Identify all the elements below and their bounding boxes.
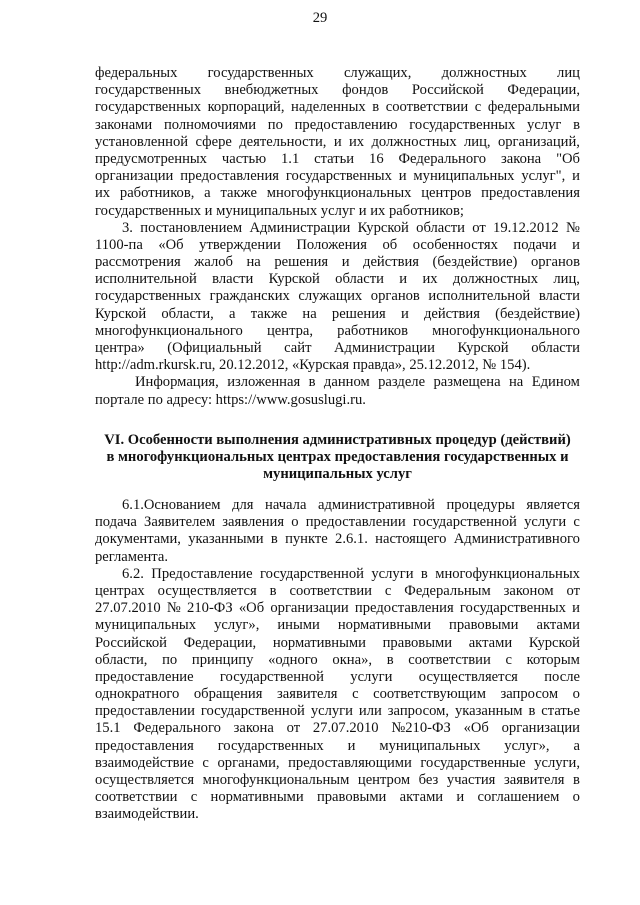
word: в bbox=[528, 703, 536, 720]
word: статьи bbox=[314, 150, 355, 167]
word: а bbox=[204, 185, 211, 202]
word: законами bbox=[95, 116, 153, 133]
word: о bbox=[572, 686, 580, 703]
word: установленной bbox=[95, 133, 189, 150]
word: государственной bbox=[259, 565, 364, 582]
word: Курской bbox=[528, 634, 580, 651]
word: области, bbox=[95, 651, 148, 668]
word: пункте bbox=[285, 531, 328, 548]
word: также bbox=[250, 305, 288, 322]
text-line bbox=[95, 151, 580, 168]
word: закона bbox=[233, 720, 274, 737]
word: федеральными bbox=[487, 99, 580, 116]
word: Курской bbox=[457, 340, 509, 356]
word: области bbox=[416, 219, 465, 236]
word: услуги bbox=[310, 703, 353, 720]
word: запросом, bbox=[387, 703, 449, 720]
heading-line: в многофункциональных центрах предоставления государственных и bbox=[106, 449, 569, 466]
word: предоставления bbox=[95, 737, 194, 754]
text-line bbox=[95, 703, 580, 720]
word: в bbox=[372, 99, 380, 116]
heading-line: муниципальных услуг bbox=[263, 466, 412, 483]
word: актами bbox=[536, 617, 580, 634]
word: 3. bbox=[122, 219, 133, 236]
word: размещена bbox=[433, 374, 501, 391]
word: после bbox=[544, 668, 580, 685]
word: или bbox=[358, 703, 382, 720]
word: в bbox=[308, 374, 316, 391]
word: организаций, bbox=[497, 133, 580, 150]
word: 6.2. bbox=[122, 565, 144, 582]
word: является bbox=[526, 497, 580, 513]
word: по bbox=[267, 116, 283, 133]
word: с bbox=[573, 514, 580, 531]
word: организации bbox=[501, 720, 580, 737]
word: (бездействие) bbox=[432, 254, 518, 271]
word: власти bbox=[538, 288, 580, 305]
word: осуществляется bbox=[418, 668, 518, 685]
word: федеральных bbox=[95, 65, 178, 81]
word: без bbox=[418, 772, 439, 788]
word: статье bbox=[541, 703, 580, 720]
page-number: 29 bbox=[312, 10, 328, 26]
word: органов bbox=[530, 254, 580, 271]
word: предоставляющими bbox=[288, 754, 412, 771]
word: власти bbox=[212, 271, 254, 288]
word: и bbox=[572, 600, 580, 617]
word: государственной bbox=[412, 514, 517, 531]
word: осуществляется bbox=[95, 772, 195, 788]
word: 1.1 bbox=[281, 150, 300, 167]
word: 2.6.1. bbox=[335, 531, 368, 548]
text-line bbox=[95, 566, 580, 583]
text-line bbox=[95, 789, 580, 806]
word: окна», bbox=[332, 651, 373, 668]
word: Административного bbox=[453, 531, 580, 548]
text-line: портале по адресу: https://www.gosuslugi.ru. bbox=[95, 391, 366, 408]
word: 27.07.2010 bbox=[95, 600, 161, 617]
word: органов bbox=[370, 288, 420, 305]
text-line bbox=[95, 65, 580, 82]
word: организации bbox=[270, 600, 349, 617]
word: государственной bbox=[200, 703, 305, 720]
text-line bbox=[95, 720, 580, 737]
word: «Об bbox=[158, 236, 184, 253]
text-line bbox=[95, 99, 580, 116]
word: их bbox=[349, 133, 365, 150]
word: предоставление bbox=[95, 668, 194, 685]
word: в bbox=[573, 772, 580, 788]
word: сайт bbox=[284, 340, 312, 356]
text-line bbox=[95, 168, 580, 185]
text-line bbox=[95, 617, 580, 634]
word: иными bbox=[277, 617, 320, 634]
word: заявления bbox=[222, 514, 285, 531]
text-line bbox=[95, 271, 580, 288]
word: с bbox=[384, 582, 392, 599]
paragraph-block-mfc-procedures bbox=[95, 497, 580, 824]
word: фондов bbox=[342, 82, 389, 99]
word: центра, bbox=[266, 322, 314, 339]
word: служащих, bbox=[343, 65, 412, 81]
word: и bbox=[399, 271, 408, 288]
word: и bbox=[341, 254, 350, 271]
word: Федерального bbox=[398, 150, 487, 167]
word: 210-ФЗ bbox=[187, 600, 233, 617]
word: «Об bbox=[238, 600, 265, 617]
word: государственных bbox=[95, 99, 202, 116]
heading-line: VI. Особенности выполнения административных процедур (действий) bbox=[104, 432, 571, 448]
word: соответствии bbox=[385, 99, 469, 116]
word: предоставлении bbox=[305, 514, 406, 531]
word: предоставлении bbox=[95, 703, 195, 720]
word: Федерации, bbox=[507, 82, 580, 99]
word: с bbox=[474, 99, 482, 116]
text-line bbox=[95, 323, 580, 340]
word: в bbox=[386, 651, 394, 668]
word: муниципальных bbox=[379, 737, 481, 754]
word: в bbox=[269, 582, 277, 599]
word: услуг", bbox=[521, 168, 566, 185]
word: Курской bbox=[357, 219, 409, 236]
word: действия bbox=[423, 305, 480, 322]
word: нормативными bbox=[210, 789, 304, 806]
word: области, bbox=[161, 305, 214, 322]
text-line bbox=[95, 340, 580, 357]
word: (бездействие) bbox=[495, 305, 580, 322]
word: административной bbox=[317, 497, 435, 513]
word: правовыми bbox=[449, 617, 519, 634]
word: услуги bbox=[350, 668, 393, 685]
word: решения bbox=[331, 305, 386, 322]
word: 16 bbox=[369, 150, 384, 167]
word: частью bbox=[221, 150, 267, 167]
text-line bbox=[95, 374, 580, 391]
word: взаимодействие bbox=[95, 754, 194, 771]
word: лиц, bbox=[464, 133, 491, 150]
word: разделе bbox=[378, 374, 426, 391]
word: от bbox=[566, 582, 580, 599]
word: о bbox=[572, 789, 580, 806]
word: государственные bbox=[420, 754, 526, 771]
word: указанными bbox=[188, 531, 264, 548]
word: заявителя bbox=[503, 772, 565, 788]
word: Российской bbox=[411, 82, 484, 99]
word: и bbox=[398, 168, 407, 185]
text-line bbox=[95, 254, 580, 271]
word: центром bbox=[357, 772, 411, 788]
word: услуг bbox=[527, 116, 562, 133]
word: многофункциональных bbox=[266, 185, 412, 202]
word: действия bbox=[363, 254, 420, 271]
text-line bbox=[95, 117, 580, 134]
word: соответствующим bbox=[373, 686, 486, 703]
word: № bbox=[166, 600, 181, 617]
word: полномочиями bbox=[163, 116, 257, 133]
word: также bbox=[220, 185, 257, 202]
word: многофункционального bbox=[95, 322, 243, 339]
word: особенностях bbox=[412, 236, 498, 253]
word: однократного bbox=[95, 686, 180, 703]
text-line bbox=[95, 755, 580, 772]
word: настоящего bbox=[375, 531, 447, 548]
word: 19.12.2012 bbox=[493, 219, 559, 236]
word: гражданских bbox=[209, 288, 290, 305]
text-line bbox=[95, 738, 580, 755]
word: государственных bbox=[95, 288, 202, 305]
text-line bbox=[95, 772, 580, 789]
word: жалоб bbox=[194, 254, 233, 271]
word: указанным bbox=[454, 703, 523, 720]
text-line bbox=[95, 600, 580, 617]
word: данном bbox=[323, 374, 370, 391]
word: Федерации, bbox=[183, 634, 257, 651]
word: обращения bbox=[193, 686, 263, 703]
word: деятельности, bbox=[239, 133, 327, 150]
word: лиц, bbox=[553, 271, 580, 288]
word: для bbox=[232, 497, 254, 513]
word: их bbox=[422, 271, 438, 288]
word: наделенных bbox=[291, 99, 366, 116]
paragraph-block-legal-acts bbox=[95, 65, 580, 409]
word: нормативными bbox=[272, 634, 366, 651]
word: с bbox=[202, 754, 209, 771]
word: постановлением bbox=[140, 219, 243, 236]
word: Российской bbox=[95, 634, 167, 651]
word: сфере bbox=[195, 133, 232, 150]
text-line bbox=[95, 635, 580, 652]
word: Федерального bbox=[133, 720, 221, 737]
text-line bbox=[95, 306, 580, 323]
word: 15.1 bbox=[95, 720, 121, 737]
word: многофункциональным bbox=[202, 772, 350, 788]
word: 1100-па bbox=[95, 236, 143, 253]
text-line bbox=[95, 288, 580, 305]
word: многофункциональных bbox=[435, 565, 580, 582]
word: муниципальных bbox=[95, 617, 197, 634]
word: Администрации bbox=[334, 340, 435, 356]
word: осуществляется bbox=[157, 582, 257, 599]
word: принципу bbox=[191, 651, 254, 668]
word: Администрации bbox=[249, 219, 351, 236]
word: Курской bbox=[268, 271, 320, 288]
word: государственных bbox=[95, 82, 202, 99]
word: и bbox=[456, 789, 465, 806]
word: области bbox=[335, 271, 384, 288]
word: Федеральным bbox=[404, 582, 491, 599]
word: соответствии bbox=[289, 582, 372, 599]
text-line bbox=[95, 583, 580, 600]
word: предоставлению bbox=[294, 116, 398, 133]
text-line bbox=[95, 531, 580, 548]
word: услуги bbox=[371, 565, 414, 582]
text-line bbox=[95, 185, 580, 202]
word: по bbox=[162, 651, 178, 668]
word: закона bbox=[500, 150, 542, 167]
word: государственных bbox=[409, 116, 516, 133]
word: запросом bbox=[500, 686, 559, 703]
word: лиц bbox=[557, 65, 580, 81]
word: от bbox=[472, 219, 486, 236]
word: центрах bbox=[95, 582, 145, 599]
word: от bbox=[286, 720, 301, 737]
word: в bbox=[420, 565, 428, 582]
word: Положения bbox=[296, 236, 367, 253]
text-line bbox=[95, 514, 580, 531]
word: услуг», bbox=[504, 737, 550, 754]
word: и bbox=[400, 305, 409, 322]
word: должностных bbox=[452, 271, 539, 288]
text-line bbox=[95, 134, 580, 151]
text-line bbox=[95, 220, 580, 237]
word: центров bbox=[421, 185, 472, 202]
word: заявителя bbox=[276, 686, 338, 703]
word: Курской bbox=[95, 305, 147, 322]
word: с bbox=[190, 789, 198, 806]
word: а bbox=[573, 737, 580, 754]
word: должностных bbox=[441, 65, 527, 81]
text-line: http://adm.rkursk.ru, 20.12.2012, «Курская правда», 25.12.2012, № 154). bbox=[95, 357, 531, 374]
text-line: государственных и муниципальных услуг и их работников; bbox=[95, 202, 464, 219]
word: Заявителем bbox=[144, 514, 216, 531]
word: «одного bbox=[268, 651, 318, 668]
word: работников, bbox=[119, 185, 195, 202]
word: услуги bbox=[524, 514, 567, 531]
word: которым bbox=[526, 651, 580, 668]
word: о bbox=[291, 514, 299, 531]
word: и bbox=[572, 168, 580, 185]
word: на bbox=[246, 254, 261, 271]
word: государственной bbox=[219, 668, 324, 685]
word: подачи bbox=[513, 236, 557, 253]
word: государственных bbox=[207, 65, 314, 81]
word: законом bbox=[503, 582, 554, 599]
text-line: взаимодействии. bbox=[95, 806, 199, 823]
word: об bbox=[382, 236, 398, 253]
word: муниципальных bbox=[413, 168, 515, 185]
word: актами bbox=[399, 789, 444, 806]
word: "Об bbox=[556, 150, 580, 167]
word: начала bbox=[265, 497, 307, 513]
word: 27.07.2010 bbox=[312, 720, 379, 737]
word: органами, bbox=[217, 754, 280, 771]
word: государственных bbox=[459, 600, 566, 617]
text-line bbox=[95, 497, 580, 514]
word: участия bbox=[446, 772, 496, 788]
word: «Об bbox=[463, 720, 489, 737]
word: № bbox=[566, 219, 580, 236]
text-line bbox=[95, 652, 580, 669]
word: правовыми bbox=[382, 634, 453, 651]
word: правовыми bbox=[316, 789, 387, 806]
word: исполнительной bbox=[428, 288, 531, 305]
word: соответствии bbox=[95, 789, 178, 806]
word: их bbox=[95, 185, 111, 202]
word: внебюджетных bbox=[224, 82, 319, 99]
word: предоставления bbox=[481, 185, 580, 202]
word: с bbox=[505, 651, 512, 668]
text-line bbox=[95, 686, 580, 703]
word: утверждении bbox=[199, 236, 281, 253]
word: а bbox=[229, 305, 236, 322]
word: предоставления bbox=[354, 600, 454, 617]
section-heading bbox=[95, 432, 580, 484]
word: с bbox=[352, 686, 359, 703]
word: государственных bbox=[217, 737, 324, 754]
text-line bbox=[95, 237, 580, 254]
word: 6.1.Основанием bbox=[122, 497, 221, 513]
word: и bbox=[572, 236, 580, 253]
word: услуги, bbox=[534, 754, 580, 771]
word: нормативными bbox=[337, 617, 432, 634]
word: соответствии bbox=[408, 651, 491, 668]
text-line bbox=[95, 82, 580, 99]
word: работников bbox=[337, 322, 408, 339]
word: услуг», bbox=[214, 617, 260, 634]
word: области bbox=[531, 340, 580, 356]
word: рассмотрения bbox=[95, 254, 181, 271]
word: подача bbox=[95, 514, 137, 531]
word: исполнительной bbox=[95, 271, 197, 288]
word: предоставления bbox=[180, 168, 279, 185]
word: многофункционального bbox=[432, 322, 580, 339]
word: предусмотренных bbox=[95, 150, 207, 167]
word: на bbox=[302, 305, 317, 322]
word: Едином bbox=[531, 374, 580, 391]
text-line: регламента. bbox=[95, 548, 168, 565]
text-line bbox=[95, 669, 580, 686]
word: документами, bbox=[95, 531, 181, 548]
word: организации bbox=[95, 168, 174, 185]
word: Предоставление bbox=[151, 565, 253, 582]
word: на bbox=[508, 374, 524, 391]
word: в bbox=[573, 116, 580, 133]
word: и bbox=[333, 133, 342, 150]
word: центра» bbox=[95, 340, 145, 356]
word: корпораций, bbox=[207, 99, 285, 116]
word: (Официальный bbox=[167, 340, 262, 356]
word: №210-ФЗ bbox=[391, 720, 451, 737]
word: государственных bbox=[285, 168, 392, 185]
word: служащих bbox=[298, 288, 363, 305]
word: актами bbox=[468, 634, 513, 651]
word: решения bbox=[274, 254, 329, 271]
word: в bbox=[270, 531, 278, 548]
word: соглашением bbox=[477, 789, 560, 806]
word: процедуры bbox=[446, 497, 515, 513]
word: должностных bbox=[371, 133, 457, 150]
word: Информация, bbox=[135, 374, 219, 391]
word: изложенная bbox=[227, 374, 301, 391]
word: и bbox=[347, 737, 356, 754]
